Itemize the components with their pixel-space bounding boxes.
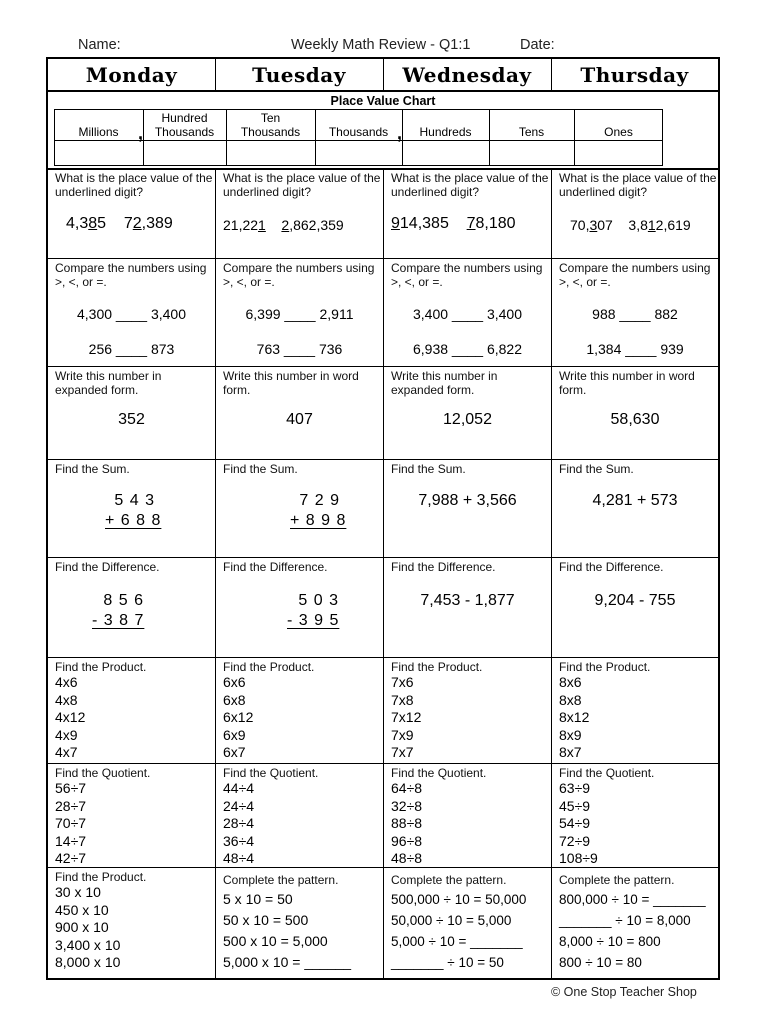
question-prompt: Find the Sum. (559, 462, 634, 476)
underlined-digit: 7 (466, 215, 476, 232)
fact-item: 6x9 (223, 726, 246, 743)
compare-left: 1,384 (586, 341, 622, 357)
pattern-item: 50 x 10 = 500 (223, 912, 309, 928)
fact-item: 28÷4 (223, 815, 255, 832)
fact-item: 7x12 (391, 709, 422, 726)
underlined-digit: 2 (281, 217, 290, 233)
difference-expression: 9,204 - 755 (594, 592, 676, 609)
place-value-title: Place Value Chart (330, 94, 436, 108)
pv-header-hundreds: Hundreds (419, 125, 472, 139)
addend-top: 7 2 9 (299, 492, 340, 509)
num-part: 21,22 (223, 217, 259, 233)
form-tuesday (216, 367, 383, 459)
num-part: ,862,359 (289, 217, 344, 233)
day-monday: Monday (85, 63, 178, 87)
minuend: 5 0 3 (298, 592, 339, 609)
num-part: ,389 (141, 215, 173, 232)
form-number: 12,052 (443, 411, 492, 428)
compare-left: 988 (592, 306, 616, 322)
pattern-list (223, 889, 383, 973)
fact-item: 7x9 (391, 726, 414, 743)
product-monday (48, 658, 215, 763)
compare-left: 3,400 (412, 306, 449, 322)
pattern-item: _______ ÷ 10 = 50 (391, 955, 504, 970)
worksheet-title: Weekly Math Review - Q1:1 (291, 37, 471, 53)
pattern-item: 8,000 ÷ 10 = 800 (559, 934, 661, 949)
underlined-digit: 3 (589, 217, 598, 233)
pattern-list (391, 889, 551, 973)
underlined-digit: 8 (88, 215, 98, 232)
addend-bottom: + 8 9 8 (290, 512, 347, 529)
fact-item: 48÷4 (223, 850, 255, 867)
fact-item: 14÷7 (55, 832, 87, 849)
fact-item: 6x8 (223, 691, 246, 708)
question-prompt: Complete the pattern. (391, 873, 507, 887)
compare-wednesday (384, 259, 551, 366)
compare-left: 763 (256, 341, 281, 357)
fact-item: 96÷8 (391, 832, 423, 849)
compare-thursday (552, 259, 718, 366)
pattern-list (559, 889, 718, 973)
question-prompt: Compare the numbers using >, <, or =. (391, 261, 543, 289)
fact-item: 8x8 (559, 691, 582, 708)
pattern-item: 5,000 ÷ 10 = _______ (391, 934, 523, 949)
compare-item: 988 ____ 882 (592, 306, 678, 322)
pattern-item: 800,000 ÷ 10 = _______ (559, 892, 706, 907)
question-prompt: Find the Quotient. (559, 766, 655, 780)
question-prompt: Write this number in word form. (559, 369, 695, 397)
num-part: 4,3 (66, 215, 89, 232)
underlined-digit: 1 (258, 217, 266, 233)
fact-item: 6x6 (223, 674, 246, 690)
fact-item: 4x9 (55, 726, 78, 743)
worksheet-grid (46, 57, 720, 980)
pattern-item: _______ ÷ 10 = 8,000 (559, 913, 691, 928)
fact-item: 63÷9 (559, 780, 591, 796)
quotient-tuesday (216, 764, 383, 867)
compare-item: 3,400 ____ 3,400 (412, 306, 523, 322)
pattern-item: 500,000 ÷ 10 = 50,000 (391, 892, 527, 907)
subtrahend: - 3 9 5 (287, 612, 340, 629)
numbers (66, 215, 173, 233)
fact-item: 24÷4 (223, 797, 255, 814)
num-part: 3,8 (628, 217, 648, 233)
addend-top: 5 4 3 (114, 492, 155, 509)
compare-right: 736 (318, 341, 343, 357)
fact-item: 44÷4 (223, 780, 255, 796)
fact-item: 8x7 (559, 744, 582, 761)
fact-item: 48÷8 (391, 850, 423, 867)
pattern-item: 5 x 10 = 50 (223, 891, 293, 907)
num-part: 07 (597, 217, 613, 233)
sum-thursday (552, 460, 718, 557)
pv-header-tens: Tens (518, 125, 545, 139)
compare-monday (48, 259, 215, 366)
underlined-digit: 1 (647, 217, 656, 233)
difference-tuesday (216, 558, 383, 657)
place-value-q-monday (48, 169, 215, 258)
addend-bottom: + 6 8 8 (105, 512, 162, 529)
question-prompt: Find the Quotient. (223, 766, 319, 780)
fact-item: 6x7 (223, 744, 246, 761)
fact-item: 6x12 (223, 709, 254, 726)
pattern-item: 50,000 ÷ 10 = 5,000 (391, 913, 512, 928)
sum-tuesday (216, 460, 383, 557)
question-prompt: Complete the pattern. (223, 873, 339, 887)
place-value-q-wednesday (384, 169, 551, 258)
name-label: Name: (78, 37, 121, 53)
place-value-q-tuesday (216, 169, 383, 258)
num-part: 5 (97, 215, 107, 232)
question-prompt: Find the Product. (559, 660, 651, 674)
product-wednesday (384, 658, 551, 763)
form-number: 407 (286, 411, 313, 428)
vertical-subtraction (287, 591, 339, 631)
num-part: 70, (570, 217, 590, 233)
form-wednesday (384, 367, 551, 459)
compare-item: 4,300 ____ 3,400 (76, 306, 187, 322)
question-prompt: Write this number in expanded form. (391, 369, 498, 397)
day-tuesday: Tuesday (252, 63, 346, 87)
copyright-footer: © One Stop Teacher Shop (551, 985, 697, 999)
compare-left: 6,938 (412, 341, 449, 357)
num-part: 2,619 (655, 217, 691, 233)
question-prompt: What is the place value of the underlined digit? (559, 171, 717, 199)
fact-item: 4x6 (55, 674, 78, 690)
question-prompt: Find the Difference. (559, 560, 664, 574)
compare-right: 3,400 (486, 306, 523, 322)
sum-wednesday (384, 460, 551, 557)
pv-header-ones: Ones (604, 125, 633, 139)
form-monday (48, 367, 215, 459)
fact-list (223, 674, 383, 762)
pattern-item: 800 ÷ 10 = 80 (559, 955, 642, 970)
form-number: 58,630 (610, 411, 660, 428)
day-wednesday: Wednesday (402, 63, 532, 87)
numbers (391, 215, 516, 233)
question-prompt: Find the Difference. (55, 560, 160, 574)
pv-header-hundred-thousands: Hundred Thousands (154, 111, 215, 139)
question-prompt: Complete the pattern. (559, 873, 675, 887)
question-prompt: What is the place value of the underlined digit? (391, 171, 549, 199)
question-prompt: Find the Product. (223, 660, 315, 674)
quotient-wednesday (384, 764, 551, 867)
compare-item: 256 ____ 873 (88, 341, 175, 357)
compare-item: 763 ____ 736 (256, 341, 343, 357)
compare-right: 2,911 (319, 306, 354, 322)
compare-item: 1,384 ____ 939 (586, 341, 684, 357)
compare-right: 873 (150, 341, 175, 357)
fact-item: 4x8 (55, 691, 78, 708)
underlined-digit: 2 (132, 215, 142, 232)
difference-wednesday (384, 558, 551, 657)
fact-item: 45÷9 (559, 797, 591, 814)
question-prompt: Find the Product. (55, 660, 147, 674)
compare-left: 256 (88, 341, 113, 357)
fact-list (55, 780, 215, 868)
question-prompt: Find the Sum. (391, 462, 466, 476)
num-part: 8,180 (475, 215, 516, 232)
place-value-q-thursday (552, 169, 718, 258)
numbers (223, 217, 344, 233)
question-prompt: Find the Product. (391, 660, 483, 674)
compare-item: 6,938 ____ 6,822 (412, 341, 523, 357)
compare-right: 882 (654, 306, 678, 322)
fact-item: 8x12 (559, 709, 590, 726)
question-prompt: Find the Product. (55, 870, 147, 884)
quotient-thursday (552, 764, 718, 867)
fact-item: 64÷8 (391, 780, 423, 796)
day-thursday: Thursday (580, 63, 689, 87)
fact-item: 32÷8 (391, 797, 423, 814)
fact-list (391, 674, 551, 762)
subtrahend: - 3 8 7 (92, 612, 145, 629)
question-prompt: Find the Quotient. (55, 766, 151, 780)
difference-expression: 7,453 - 1,877 (420, 592, 515, 609)
fact-list (55, 674, 215, 762)
pv-header-thousands: Thousands (328, 125, 389, 139)
compare-item: 6,399 ____ 2,911 (245, 306, 354, 322)
compare-tuesday (216, 259, 383, 366)
question-prompt: What is the place value of the underlined digit? (223, 171, 381, 199)
question-prompt: Find the Sum. (55, 462, 130, 476)
fact-item: 4x12 (55, 709, 86, 726)
last-wednesday (384, 868, 551, 976)
fact-list (559, 674, 718, 762)
difference-thursday (552, 558, 718, 657)
question-prompt: Find the Sum. (223, 462, 298, 476)
fact-item: 54÷9 (559, 815, 591, 832)
fact-item: 108÷9 (559, 850, 598, 867)
underlined-digit: 9 (391, 215, 400, 232)
fact-item: 56÷7 (55, 780, 87, 796)
form-thursday (552, 367, 718, 459)
compare-left: 6,399 (245, 306, 281, 322)
question-prompt: Compare the numbers using >, <, or =. (223, 261, 375, 289)
product-tuesday (216, 658, 383, 763)
pattern-item: 5,000 x 10 = ______ (223, 954, 352, 970)
fact-item: 3,400 x 10 (55, 936, 121, 953)
compare-right: 939 (660, 341, 684, 357)
num-part: 14,385 (399, 215, 449, 232)
fact-item: 42÷7 (55, 850, 87, 867)
last-tuesday (216, 868, 383, 976)
question-prompt: Write this number in word form. (223, 369, 359, 397)
sum-monday (48, 460, 215, 557)
last-thursday (552, 868, 718, 976)
vertical-subtraction (92, 591, 144, 631)
fact-item: 7x6 (391, 674, 414, 690)
fact-item: 88÷8 (391, 815, 423, 832)
last-monday (48, 868, 215, 976)
date-label: Date: (520, 37, 555, 53)
minuend: 8 5 6 (103, 592, 144, 609)
difference-monday (48, 558, 215, 657)
question-prompt: Write this number in expanded form. (55, 369, 162, 397)
place-value-chart (54, 109, 663, 166)
divider (48, 90, 718, 92)
fact-item: 4x7 (55, 744, 78, 761)
fact-item: 7x7 (391, 744, 414, 761)
fact-item: 450 x 10 (55, 901, 109, 918)
pattern-item: 500 x 10 = 5,000 (223, 933, 328, 949)
fact-list (559, 780, 718, 868)
fact-item: 8x6 (559, 674, 582, 690)
vertical-addition (105, 491, 162, 531)
fact-item: 36÷4 (223, 832, 255, 849)
fact-item: 70÷7 (55, 815, 87, 832)
fact-item: 72÷9 (559, 832, 591, 849)
num-part: 7 (123, 215, 133, 232)
form-number: 352 (118, 411, 145, 428)
comma-mark: , (397, 123, 403, 143)
fact-item: 8x9 (559, 726, 582, 743)
comma-mark: , (138, 123, 144, 143)
pv-header-millions: Millions (78, 125, 119, 139)
compare-left: 4,300 (76, 306, 113, 322)
product-thursday (552, 658, 718, 763)
question-prompt: Compare the numbers using >, <, or =. (559, 261, 711, 289)
fact-item: 28÷7 (55, 797, 87, 814)
fact-item: 900 x 10 (55, 919, 109, 936)
pv-header-ten-thousands: Ten Thousands (240, 111, 301, 139)
question-prompt: Compare the numbers using >, <, or =. (55, 261, 207, 289)
question-prompt: Find the Difference. (391, 560, 496, 574)
fact-list (55, 884, 215, 972)
fact-item: 7x8 (391, 691, 414, 708)
sum-expression: 7,988 + 3,566 (418, 492, 517, 509)
numbers (570, 217, 691, 233)
fact-item: 8,000 x 10 (55, 954, 121, 971)
fact-list (391, 780, 551, 868)
question-prompt: Find the Quotient. (391, 766, 487, 780)
sum-expression: 4,281 + 573 (592, 492, 678, 509)
compare-right: 3,400 (150, 306, 187, 322)
question-prompt: Find the Difference. (223, 560, 328, 574)
question-prompt: What is the place value of the underlined digit? (55, 171, 213, 199)
fact-item: 30 x 10 (55, 884, 101, 900)
fact-list (223, 780, 383, 868)
quotient-monday (48, 764, 215, 867)
compare-right: 6,822 (486, 341, 523, 357)
vertical-addition (290, 491, 347, 531)
